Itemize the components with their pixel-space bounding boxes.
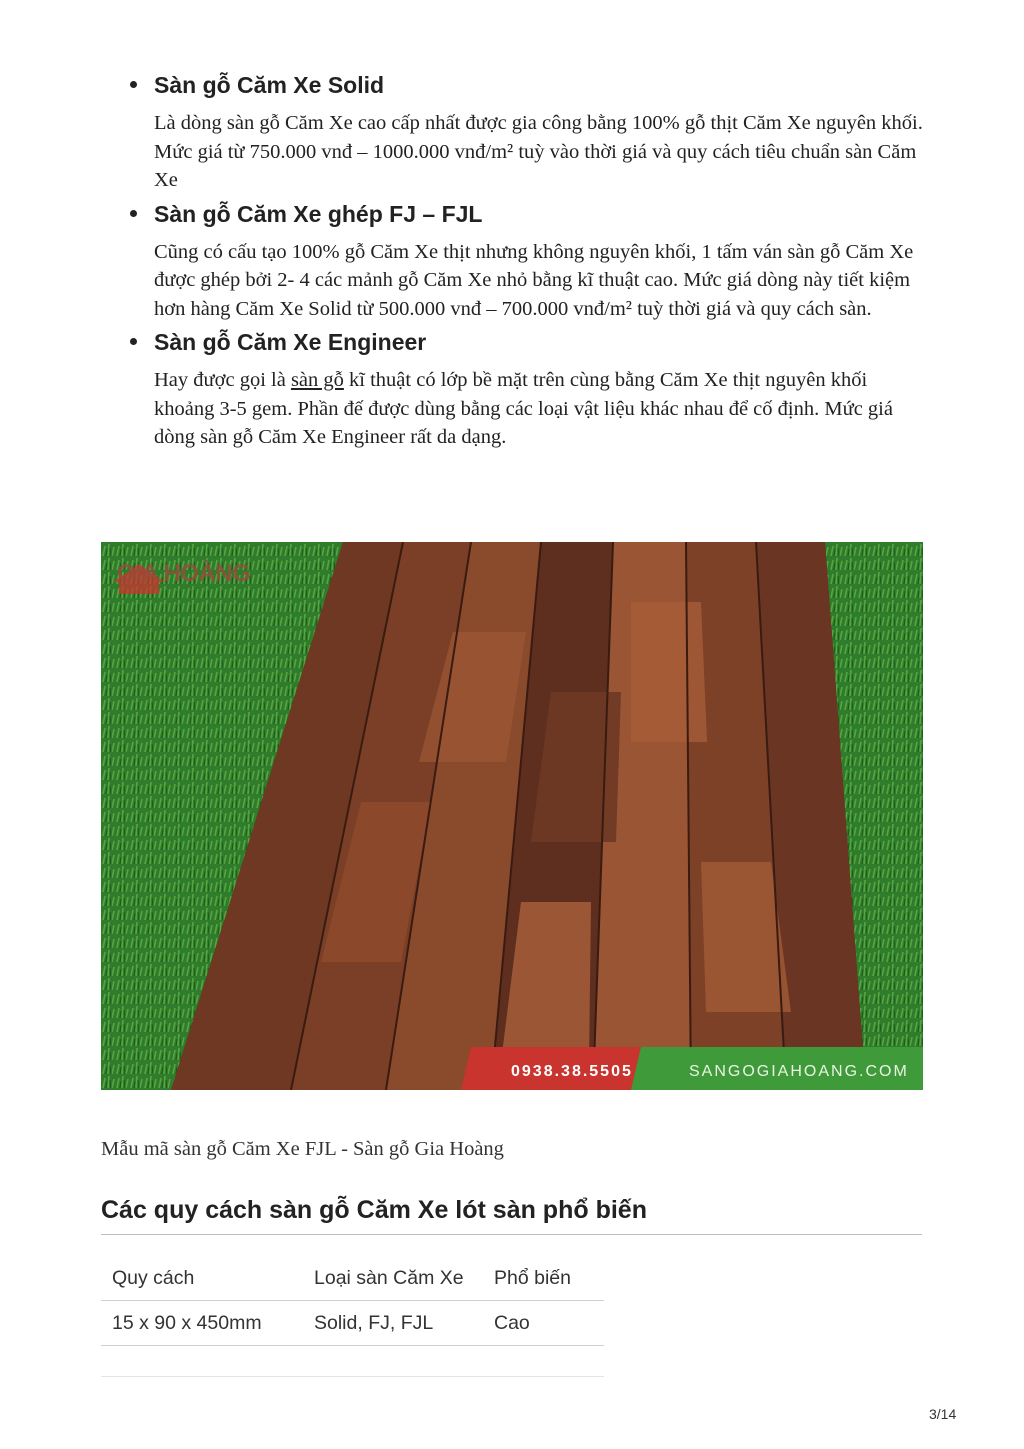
item-description: Là dòng sàn gỗ Căm Xe cao cấp nhất được gia công bằng 100% gỗ thịt Căm Xe nguyên khối. Mức giá từ 750.000 vnđ – 1000.000 vnđ/m² tuỳ vào thời giá và quy cách tiêu chuẩn sàn Căm Xe <box>154 112 923 191</box>
brand-logo: GIA HOÀNG <box>117 560 251 587</box>
table-cell: Cao <box>494 1311 530 1334</box>
wood-floor-illustration <box>101 542 923 1090</box>
item-description <box>154 361 930 452</box>
section-title: Các quy cách sàn gỗ Căm Xe lót sàn phổ biến <box>101 1196 647 1224</box>
item-description: Cũng có cấu tạo 100% gỗ Căm Xe thịt nhưng không nguyên khối, 1 tấm ván sàn gỗ Căm Xe được ghép bởi 2- 4 các mảnh gỗ Căm Xe nhỏ bằng kĩ thuật cao. Mức giá dòng này tiết kiệm hơn hàng Căm Xe Solid từ 500.000 vnđ – 700.000 vnđ/m² tuỳ thời giá và quy cách sàn. <box>154 240 914 320</box>
list-item <box>130 66 930 195</box>
bullet-icon <box>130 210 137 217</box>
table-header-cell: Phổ biến <box>494 1266 571 1289</box>
table-header-cell: Quy cách <box>112 1266 195 1289</box>
table-row <box>101 1301 604 1346</box>
phone-number: 0938.38.5505 <box>511 1063 633 1080</box>
spec-table <box>101 1256 604 1346</box>
image-caption: Mẫu mã sàn gỗ Căm Xe FJL - Sàn gỗ Gia Hoàng <box>101 1138 504 1160</box>
product-photo <box>101 542 923 1090</box>
bullet-icon <box>130 338 137 345</box>
table-header-cell: Loại sàn Căm Xe <box>314 1266 464 1289</box>
section-divider <box>101 1234 922 1235</box>
item-title: Sàn gỗ Căm Xe Solid <box>154 72 385 98</box>
list-item <box>130 323 930 452</box>
bullet-icon <box>130 81 137 88</box>
table-header-row <box>101 1256 604 1301</box>
table-cell: Solid, FJ, FJL <box>314 1311 434 1334</box>
website-text: SANGOGIAHOANG.COM <box>689 1063 909 1080</box>
san-go-link[interactable]: sàn gỗ <box>290 369 344 391</box>
product-type-list <box>130 66 930 452</box>
table-cell: 15 x 90 x 450mm <box>112 1311 262 1334</box>
table-divider <box>101 1376 604 1377</box>
item-title: Sàn gỗ Căm Xe ghép FJ – FJL <box>154 200 483 227</box>
description-text: Hay được gọi là <box>154 369 291 391</box>
page-number: 3/14 <box>929 1406 957 1422</box>
list-item <box>130 195 930 324</box>
item-title: Sàn gỗ Căm Xe Engineer <box>154 329 427 355</box>
description-text: kĩ thuật có lớp bề mặt trên cùng bằng Căm Xe thịt nguyên khối khoảng 3-5 gem. Phần đế được dùng bằng các loại vật liệu khác nhau để cố định. Mức giá dòng sàn gỗ Căm Xe Engineer rất da dạng. <box>154 369 893 448</box>
